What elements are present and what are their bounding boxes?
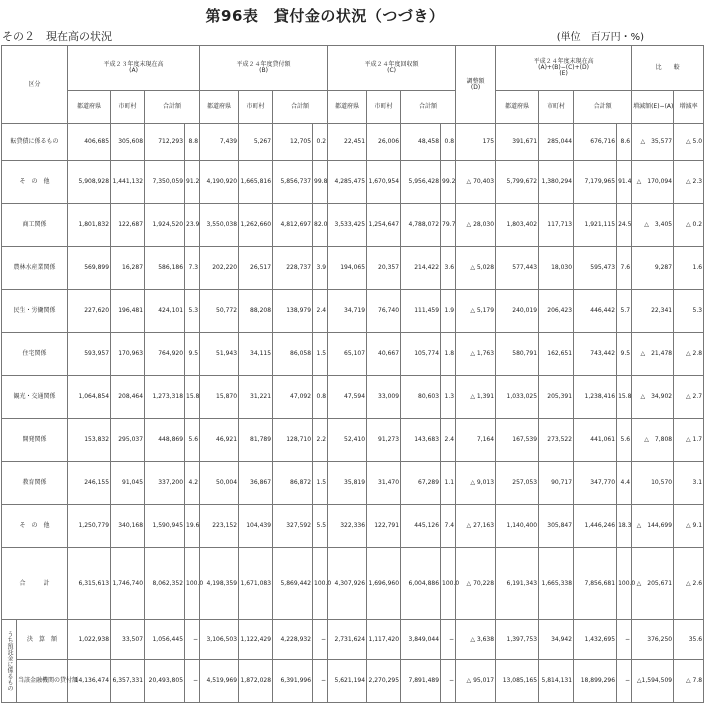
cell-b-total: 228,737 (273, 247, 313, 290)
cell-e-total: 676,716 (574, 124, 617, 161)
row-label: 農林水産業関係 (2, 247, 68, 290)
cell-b-total: 138,979 (273, 290, 313, 333)
cell-b-pref: 4,198,359 (200, 548, 239, 620)
cell-diff: 9,287 (632, 247, 674, 290)
header-e-pref: 都道府県 (496, 91, 539, 124)
cell-a-city: 340,168 (111, 505, 145, 548)
cell-e-total: 7,856,681 (574, 548, 617, 620)
cell-a-total: 1,056,445 (145, 620, 185, 660)
cell-b-pref: 15,870 (200, 376, 239, 419)
cell-rate: △ 2.7 (674, 376, 704, 419)
row-label: 開発関係 (2, 419, 68, 462)
cell-e-total: 446,442 (574, 290, 617, 333)
cell-c-pref: 5,621,194 (328, 660, 367, 703)
sub-row-label: 当該金融機関の貸付額 (17, 660, 68, 703)
cell-a-pref: 227,620 (68, 290, 111, 333)
cell-b-total: 128,710 (273, 419, 313, 462)
cell-e-city: 205,391 (539, 376, 574, 419)
cell-c-pct: − (441, 620, 456, 660)
cell-a-pct: 8.8 (185, 124, 200, 161)
row-label: 合 計 (2, 548, 68, 620)
table-row (2, 204, 704, 247)
table-subtitle: その２ 現在高の状況 (2, 30, 112, 43)
cell-c-city: 1,254,647 (367, 204, 401, 247)
cell-a-city: 196,481 (111, 290, 145, 333)
cell-b-pct: 5.5 (313, 505, 328, 548)
cell-adj: △ 28,030 (456, 204, 496, 247)
cell-e-city: 162,651 (539, 333, 574, 376)
cell-e-total: 595,473 (574, 247, 617, 290)
cell-a-total: 8,062,352 (145, 548, 185, 620)
cell-c-city: 91,273 (367, 419, 401, 462)
cell-rate: △ 1.7 (674, 419, 704, 462)
cell-c-city: 2,270,295 (367, 660, 401, 703)
cell-diff: 10,570 (632, 462, 674, 505)
cell-diff: △ 34,902 (632, 376, 674, 419)
header-a-pref: 都道府県 (68, 91, 111, 124)
cell-e-pref: 1,803,402 (496, 204, 539, 247)
cell-b-pct: − (313, 660, 328, 703)
cell-c-pct: 1.8 (441, 333, 456, 376)
cell-a-total: 712,293 (145, 124, 185, 161)
cell-b-pref: 4,190,920 (200, 161, 239, 204)
table-row (2, 161, 704, 204)
table-row (2, 505, 704, 548)
cell-e-pref: 6,191,343 (496, 548, 539, 620)
cell-adj: 7,164 (456, 419, 496, 462)
cell-b-total: 86,872 (273, 462, 313, 505)
side-label: うち預託金に係るもの (2, 620, 17, 703)
cell-a-pct: 15.8 (185, 376, 200, 419)
cell-b-pref: 3,550,038 (200, 204, 239, 247)
cell-b-city: 26,517 (239, 247, 273, 290)
cell-a-total: 337,200 (145, 462, 185, 505)
cell-adj: △ 1,391 (456, 376, 496, 419)
cell-a-city: 16,287 (111, 247, 145, 290)
header-group-b: 平成２４年度貸付額 (B) (200, 46, 328, 91)
cell-e-pct: 18.3 (617, 505, 632, 548)
cell-e-city: 90,717 (539, 462, 574, 505)
cell-diff: △ 35,577 (632, 124, 674, 161)
cell-adj: △ 70,403 (456, 161, 496, 204)
cell-a-city: 91,045 (111, 462, 145, 505)
cell-a-pct: 91.2 (185, 161, 200, 204)
cell-e-pct: − (617, 660, 632, 703)
unit-note: (単位 百万円・%) (556, 32, 644, 43)
cell-c-pref: 3,533,425 (328, 204, 367, 247)
table-row (2, 548, 704, 620)
table-row (2, 247, 704, 290)
cell-b-pct: 1.5 (313, 462, 328, 505)
cell-a-pct: − (185, 660, 200, 703)
cell-c-pct: 3.6 (441, 247, 456, 290)
header-a-total: 合計額 (145, 91, 200, 124)
cell-diff: △ 3,405 (632, 204, 674, 247)
cell-e-pct: 5.6 (617, 419, 632, 462)
cell-rate: △ 9.1 (674, 505, 704, 548)
cell-a-total: 764,920 (145, 333, 185, 376)
header-kubun: 区分 (2, 46, 68, 124)
cell-a-pct: 5.6 (185, 419, 200, 462)
cell-b-pref: 202,220 (200, 247, 239, 290)
cell-c-total: 5,956,428 (401, 161, 441, 204)
cell-b-city: 1,665,816 (239, 161, 273, 204)
cell-b-city: 34,115 (239, 333, 273, 376)
cell-b-total: 327,592 (273, 505, 313, 548)
cell-c-pref: 35,819 (328, 462, 367, 505)
cell-b-total: 4,228,932 (273, 620, 313, 660)
cell-adj: △ 5,028 (456, 247, 496, 290)
cell-rate: 35.6 (674, 620, 704, 660)
loan-balance-table (1, 45, 704, 703)
cell-c-city: 1,696,960 (367, 548, 401, 620)
cell-b-pref: 50,772 (200, 290, 239, 333)
cell-a-pct: 7.3 (185, 247, 200, 290)
cell-a-total: 448,869 (145, 419, 185, 462)
cell-e-pref: 167,539 (496, 419, 539, 462)
cell-c-pct: 1.3 (441, 376, 456, 419)
cell-a-city: 1,746,740 (111, 548, 145, 620)
cell-e-pct: − (617, 620, 632, 660)
cell-b-pref: 51,943 (200, 333, 239, 376)
cell-c-pct: 2.4 (441, 419, 456, 462)
cell-rate: 1.6 (674, 247, 704, 290)
cell-c-city: 76,740 (367, 290, 401, 333)
cell-c-total: 80,603 (401, 376, 441, 419)
cell-b-pct: 100.0 (313, 548, 328, 620)
cell-c-total: 6,004,886 (401, 548, 441, 620)
cell-e-pref: 5,799,672 (496, 161, 539, 204)
cell-b-pct: 2.2 (313, 419, 328, 462)
cell-b-city: 1,262,660 (239, 204, 273, 247)
cell-e-city: 305,847 (539, 505, 574, 548)
cell-c-pref: 194,065 (328, 247, 367, 290)
cell-c-pref: 2,731,624 (328, 620, 367, 660)
cell-rate: △ 0.2 (674, 204, 704, 247)
cell-c-city: 1,117,420 (367, 620, 401, 660)
cell-a-pref: 5,908,928 (68, 161, 111, 204)
cell-rate: 5.3 (674, 290, 704, 333)
cell-e-pref: 240,019 (496, 290, 539, 333)
cell-c-total: 48,458 (401, 124, 441, 161)
cell-e-pct: 100.0 (617, 548, 632, 620)
cell-c-pref: 34,719 (328, 290, 367, 333)
cell-e-pct: 91.4 (617, 161, 632, 204)
cell-b-city: 81,789 (239, 419, 273, 462)
cell-diff: △ 144,699 (632, 505, 674, 548)
cell-b-pref: 7,439 (200, 124, 239, 161)
cell-c-city: 1,670,954 (367, 161, 401, 204)
cell-e-pref: 13,085,165 (496, 660, 539, 703)
cell-c-pref: 47,594 (328, 376, 367, 419)
table-row (2, 124, 704, 161)
cell-diff: △ 170,094 (632, 161, 674, 204)
cell-e-city: 285,044 (539, 124, 574, 161)
cell-e-pct: 9.5 (617, 333, 632, 376)
cell-a-pref: 153,832 (68, 419, 111, 462)
row-label: 教育関係 (2, 462, 68, 505)
cell-diff: 376,250 (632, 620, 674, 660)
cell-a-pct: 5.3 (185, 290, 200, 333)
header-group-a: 平成２３年度末現在高 (A) (68, 46, 200, 91)
cell-a-pct: 100.0 (185, 548, 200, 620)
row-label: 民生・労働関係 (2, 290, 68, 333)
cell-c-pct: 1.9 (441, 290, 456, 333)
cell-c-pct: − (441, 660, 456, 703)
header-rate: 増減率 (674, 91, 704, 124)
cell-b-city: 5,267 (239, 124, 273, 161)
header-e-city: 市町村 (539, 91, 574, 124)
header-c-pref: 都道府県 (328, 91, 367, 124)
cell-adj: △ 27,163 (456, 505, 496, 548)
cell-rate: △ 2.6 (674, 548, 704, 620)
cell-e-total: 1,432,695 (574, 620, 617, 660)
cell-e-city: 1,665,338 (539, 548, 574, 620)
cell-a-city: 170,963 (111, 333, 145, 376)
cell-c-total: 7,891,489 (401, 660, 441, 703)
row-label: そ の 他 (2, 505, 68, 548)
cell-e-pref: 577,443 (496, 247, 539, 290)
header-group-e: 平成２４年度末現在高 (A)+(B)−(C)+(D) (E) (496, 46, 632, 91)
table-row (2, 660, 704, 703)
table-row (2, 290, 704, 333)
table-row (2, 462, 704, 505)
cell-a-pref: 1,064,854 (68, 376, 111, 419)
cell-b-total: 86,058 (273, 333, 313, 376)
cell-b-pct: 2.4 (313, 290, 328, 333)
cell-e-city: 5,814,131 (539, 660, 574, 703)
cell-adj: △ 95,017 (456, 660, 496, 703)
cell-diff: △ 205,671 (632, 548, 674, 620)
cell-e-pct: 4.4 (617, 462, 632, 505)
cell-e-pct: 7.6 (617, 247, 632, 290)
cell-diff: △ 21,478 (632, 333, 674, 376)
cell-e-city: 1,380,294 (539, 161, 574, 204)
cell-c-pref: 4,307,926 (328, 548, 367, 620)
cell-b-city: 104,439 (239, 505, 273, 548)
cell-a-total: 1,590,945 (145, 505, 185, 548)
cell-e-pref: 1,140,400 (496, 505, 539, 548)
cell-c-pct: 1.1 (441, 462, 456, 505)
cell-b-total: 5,856,737 (273, 161, 313, 204)
table-row (2, 620, 704, 660)
cell-adj: △ 1,763 (456, 333, 496, 376)
cell-rate: 3.1 (674, 462, 704, 505)
cell-a-pref: 14,136,474 (68, 660, 111, 703)
row-label: そ の 他 (2, 161, 68, 204)
cell-b-city: 31,221 (239, 376, 273, 419)
cell-a-pct: 4.2 (185, 462, 200, 505)
table-row (2, 333, 704, 376)
cell-b-total: 6,391,996 (273, 660, 313, 703)
cell-adj: 175 (456, 124, 496, 161)
cell-rate: △ 2.8 (674, 333, 704, 376)
cell-b-city: 36,867 (239, 462, 273, 505)
cell-e-total: 1,238,416 (574, 376, 617, 419)
cell-c-city: 122,791 (367, 505, 401, 548)
cell-c-total: 111,459 (401, 290, 441, 333)
cell-e-pref: 391,671 (496, 124, 539, 161)
cell-e-pct: 5.7 (617, 290, 632, 333)
cell-c-city: 26,006 (367, 124, 401, 161)
cell-a-city: 208,464 (111, 376, 145, 419)
cell-c-pref: 322,336 (328, 505, 367, 548)
cell-adj: △ 9,013 (456, 462, 496, 505)
cell-a-pct: 23.9 (185, 204, 200, 247)
cell-e-city: 206,423 (539, 290, 574, 333)
cell-e-total: 347,770 (574, 462, 617, 505)
cell-a-pref: 593,957 (68, 333, 111, 376)
cell-e-pref: 1,033,025 (496, 376, 539, 419)
cell-a-total: 7,350,059 (145, 161, 185, 204)
cell-a-pref: 406,685 (68, 124, 111, 161)
cell-e-pref: 257,053 (496, 462, 539, 505)
cell-b-city: 1,122,429 (239, 620, 273, 660)
cell-c-total: 3,849,044 (401, 620, 441, 660)
cell-c-city: 31,470 (367, 462, 401, 505)
cell-c-city: 33,009 (367, 376, 401, 419)
cell-b-total: 47,092 (273, 376, 313, 419)
cell-a-city: 122,687 (111, 204, 145, 247)
cell-e-total: 743,442 (574, 333, 617, 376)
cell-a-city: 6,357,331 (111, 660, 145, 703)
cell-b-pct: 0.8 (313, 376, 328, 419)
table-row (2, 376, 704, 419)
cell-c-total: 67,289 (401, 462, 441, 505)
cell-b-city: 1,671,083 (239, 548, 273, 620)
cell-adj: △ 70,228 (456, 548, 496, 620)
header-c-total: 合計額 (401, 91, 456, 124)
cell-e-city: 273,522 (539, 419, 574, 462)
cell-b-pref: 46,921 (200, 419, 239, 462)
cell-b-total: 5,869,442 (273, 548, 313, 620)
cell-a-pct: 19.6 (185, 505, 200, 548)
cell-rate: △ 2.3 (674, 161, 704, 204)
header-compare: 比 較 (632, 46, 704, 91)
cell-b-pct: − (313, 620, 328, 660)
cell-a-pref: 6,315,613 (68, 548, 111, 620)
cell-a-total: 1,273,318 (145, 376, 185, 419)
cell-c-total: 105,774 (401, 333, 441, 376)
cell-b-total: 4,812,697 (273, 204, 313, 247)
cell-a-pref: 569,899 (68, 247, 111, 290)
cell-a-city: 295,037 (111, 419, 145, 462)
row-label: 転貸債に係るもの (2, 124, 68, 161)
header-group-c: 平成２４年度回収額 (C) (328, 46, 456, 91)
cell-a-pct: 9.5 (185, 333, 200, 376)
cell-c-pct: 0.8 (441, 124, 456, 161)
cell-e-city: 18,030 (539, 247, 574, 290)
header-e-total: 合計額 (574, 91, 632, 124)
cell-a-city: 33,507 (111, 620, 145, 660)
cell-a-total: 20,493,805 (145, 660, 185, 703)
cell-c-total: 4,788,072 (401, 204, 441, 247)
table-row (2, 419, 704, 462)
cell-b-pct: 1.5 (313, 333, 328, 376)
cell-rate: △ 7.8 (674, 660, 704, 703)
cell-b-pref: 4,519,969 (200, 660, 239, 703)
cell-b-pref: 50,004 (200, 462, 239, 505)
cell-b-pct: 99.8 (313, 161, 328, 204)
cell-a-pref: 246,155 (68, 462, 111, 505)
cell-c-pct: 99.2 (441, 161, 456, 204)
sub-row-label: 決 算 額 (17, 620, 68, 660)
cell-a-city: 305,608 (111, 124, 145, 161)
cell-c-pref: 65,107 (328, 333, 367, 376)
header-c-city: 市町村 (367, 91, 401, 124)
cell-c-total: 445,126 (401, 505, 441, 548)
cell-e-pct: 8.6 (617, 124, 632, 161)
cell-a-total: 586,186 (145, 247, 185, 290)
cell-a-pref: 1,250,779 (68, 505, 111, 548)
cell-e-total: 1,921,115 (574, 204, 617, 247)
cell-diff: 22,341 (632, 290, 674, 333)
cell-adj: △ 5,179 (456, 290, 496, 333)
cell-c-pref: 52,410 (328, 419, 367, 462)
cell-c-pref: 4,285,475 (328, 161, 367, 204)
cell-c-city: 40,667 (367, 333, 401, 376)
cell-c-pref: 22,451 (328, 124, 367, 161)
header-a-city: 市町村 (111, 91, 145, 124)
header-adjustment: 調整額 (D) (456, 46, 496, 124)
cell-adj: △ 3,638 (456, 620, 496, 660)
cell-e-pct: 15.8 (617, 376, 632, 419)
cell-c-pct: 79.7 (441, 204, 456, 247)
cell-a-pref: 1,801,832 (68, 204, 111, 247)
cell-a-total: 424,101 (145, 290, 185, 333)
cell-rate: △ 5.0 (674, 124, 704, 161)
cell-c-pct: 7.4 (441, 505, 456, 548)
cell-e-city: 117,713 (539, 204, 574, 247)
cell-diff: △ 7,808 (632, 419, 674, 462)
cell-b-city: 88,208 (239, 290, 273, 333)
cell-e-total: 1,446,246 (574, 505, 617, 548)
cell-c-total: 143,683 (401, 419, 441, 462)
row-label: 観光・交通関係 (2, 376, 68, 419)
cell-b-total: 12,705 (273, 124, 313, 161)
cell-a-total: 1,924,520 (145, 204, 185, 247)
header-diff: 増減額(E)−(A) (632, 91, 674, 124)
row-label: 住宅関係 (2, 333, 68, 376)
cell-e-pref: 580,791 (496, 333, 539, 376)
cell-diff: △1,594,509 (632, 660, 674, 703)
row-label: 商工関係 (2, 204, 68, 247)
cell-b-pref: 3,106,503 (200, 620, 239, 660)
header-b-total: 合計額 (273, 91, 328, 124)
cell-e-total: 7,179,965 (574, 161, 617, 204)
cell-a-pct: − (185, 620, 200, 660)
cell-b-pct: 82.0 (313, 204, 328, 247)
cell-b-pref: 223,152 (200, 505, 239, 548)
header-b-pref: 都道府県 (200, 91, 239, 124)
cell-b-pct: 3.9 (313, 247, 328, 290)
cell-a-city: 1,441,132 (111, 161, 145, 204)
cell-e-pref: 1,397,753 (496, 620, 539, 660)
cell-a-pref: 1,022,938 (68, 620, 111, 660)
cell-c-total: 214,422 (401, 247, 441, 290)
cell-e-total: 18,899,296 (574, 660, 617, 703)
cell-b-pct: 0.2 (313, 124, 328, 161)
cell-c-city: 20,357 (367, 247, 401, 290)
cell-e-pct: 24.5 (617, 204, 632, 247)
header-b-city: 市町村 (239, 91, 273, 124)
cell-b-city: 1,872,028 (239, 660, 273, 703)
cell-c-pct: 100.0 (441, 548, 456, 620)
cell-e-total: 441,061 (574, 419, 617, 462)
table-title: 第96表 貸付金の状況（つづき） (205, 7, 445, 25)
cell-e-city: 34,942 (539, 620, 574, 660)
